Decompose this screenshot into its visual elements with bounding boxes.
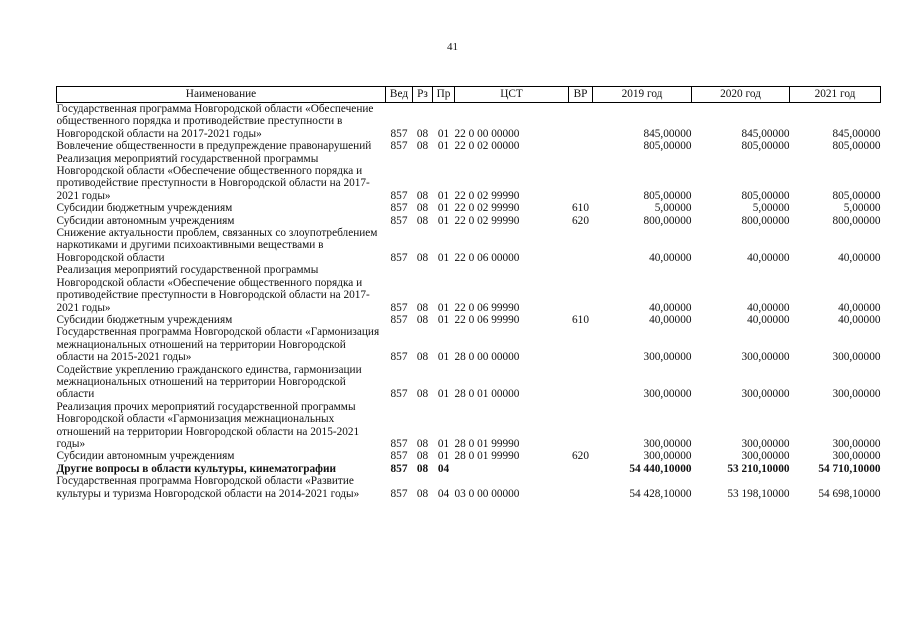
cell-rz: 08: [416, 313, 429, 326]
cell-ved: 857: [390, 437, 408, 450]
table-row: [57, 450, 881, 462]
cell-name: Реализация мероприятий государственной программы Новгородской области «Обеспечение общественного порядка и противодействие преступности в Новгородской области на 2017-2021 годы»: [56, 152, 370, 202]
cell-vr: [569, 264, 593, 314]
table-row: [57, 364, 881, 401]
cell-ved: 857: [390, 251, 408, 264]
cell-rz: 08: [416, 450, 429, 463]
cell-cst: 22 0 02 99990: [454, 189, 520, 202]
cell-name: Содействие укреплению гражданского единства, гармонизации межнациональных отношений на территории Новгородской области: [56, 363, 362, 401]
cell-2021: 54 698,10000: [818, 487, 881, 500]
cell-ved: 857: [390, 127, 408, 140]
cell-rz: 08: [416, 351, 429, 364]
table-row: [57, 463, 881, 475]
cell-2019: 300,00000: [643, 351, 692, 364]
header-cst: ЦСТ: [455, 87, 569, 103]
cell-cst: 22 0 02 99990: [454, 214, 520, 227]
cell-2019: 40,00000: [649, 301, 692, 314]
cell-vr: [569, 227, 593, 264]
table-row: [57, 227, 881, 264]
cell-2019: 845,00000: [643, 127, 692, 140]
cell-pr: 01: [437, 450, 450, 463]
cell-2020: 805,00000: [741, 189, 790, 202]
cell-pr: 01: [437, 313, 450, 326]
table-row: [57, 475, 881, 500]
cell-2021: 40,00000: [838, 251, 881, 264]
cell-ved: 857: [390, 140, 408, 153]
cell-pr: 04: [437, 487, 450, 500]
cell-2021: 805,00000: [832, 189, 881, 202]
cell-cst: 22 0 06 99990: [454, 313, 520, 326]
cell-rz: 08: [416, 462, 429, 475]
table-row: [57, 140, 881, 152]
table-row: [57, 215, 881, 227]
table-row: [57, 314, 881, 326]
cell-2020: 5,00000: [752, 202, 790, 215]
cell-cst: 22 0 06 99990: [454, 301, 520, 314]
cell-name: Субсидии автономным учреждениям: [56, 214, 235, 227]
cell-cst: 28 0 01 99990: [454, 450, 520, 463]
header-ved: Вед: [386, 87, 413, 103]
cell-name: Субсидии бюджетным учреждениям: [56, 202, 233, 215]
cell-ved: 857: [390, 462, 408, 475]
cell-vr: [569, 103, 593, 141]
cell-2021: 40,00000: [838, 301, 881, 314]
cell-cst: [455, 463, 569, 475]
cell-vr: [569, 475, 593, 500]
cell-ved: 857: [390, 487, 408, 500]
table-row: [57, 153, 881, 203]
cell-2021: 5,00000: [843, 202, 881, 215]
table-row: [57, 326, 881, 363]
cell-rz: 08: [416, 388, 429, 401]
cell-2020: 300,00000: [741, 450, 790, 463]
cell-2020: 805,00000: [741, 140, 790, 153]
header-pr: Пр: [433, 87, 455, 103]
cell-pr: 04: [437, 462, 450, 475]
cell-2019: 54 440,10000: [629, 462, 692, 475]
cell-2020: 300,00000: [741, 388, 790, 401]
cell-name: Реализация прочих мероприятий государственной программы Новгородской области «Гармонизация межнациональных отношений на территории Новгородской области на 2015-2021 годы»: [56, 400, 360, 450]
cell-ved: 857: [390, 301, 408, 314]
cell-cst: 28 0 00 00000: [454, 351, 520, 364]
cell-2019: 800,00000: [643, 214, 692, 227]
cell-rz: 08: [416, 140, 429, 153]
cell-vr: 620: [572, 450, 589, 463]
cell-2021: 800,00000: [832, 214, 881, 227]
cell-pr: 01: [437, 351, 450, 364]
cell-rz: 08: [416, 202, 429, 215]
cell-ved: 857: [390, 189, 408, 202]
cell-vr: [569, 326, 593, 363]
cell-rz: 08: [416, 127, 429, 140]
cell-pr: 01: [437, 437, 450, 450]
table-row: [57, 202, 881, 214]
table-body: [57, 103, 881, 501]
cell-vr: [569, 153, 593, 203]
cell-2021: 54 710,10000: [818, 462, 881, 475]
cell-rz: 08: [416, 301, 429, 314]
cell-2021: 300,00000: [832, 450, 881, 463]
cell-cst: 22 0 00 00000: [454, 127, 520, 140]
cell-ved: 857: [390, 214, 408, 227]
cell-2019: 54 428,10000: [629, 487, 692, 500]
cell-2019: 300,00000: [643, 450, 692, 463]
budget-table: [56, 86, 881, 500]
cell-vr: 620: [572, 214, 589, 227]
cell-2020: 40,00000: [747, 251, 790, 264]
header-name: Наименование: [57, 87, 386, 103]
cell-2019: 300,00000: [643, 437, 692, 450]
table-header-row: [57, 87, 881, 103]
cell-ved: 857: [390, 450, 408, 463]
header-rz: Рз: [413, 87, 433, 103]
cell-2021: 300,00000: [832, 437, 881, 450]
cell-2019: 40,00000: [649, 251, 692, 264]
cell-2020: 40,00000: [747, 301, 790, 314]
cell-2019: 805,00000: [643, 140, 692, 153]
cell-2020: 845,00000: [741, 127, 790, 140]
cell-2020: 53 210,10000: [727, 462, 790, 475]
cell-pr: 01: [437, 140, 450, 153]
cell-name: Реализация мероприятий государственной программы Новгородской области «Обеспечение общественного порядка и противодействие преступности в Новгородской области на 2017-2021 годы»: [56, 264, 370, 314]
cell-pr: 01: [437, 202, 450, 215]
page-number: 41: [447, 41, 458, 53]
cell-rz: 08: [416, 487, 429, 500]
cell-pr: 01: [437, 251, 450, 264]
cell-vr: 610: [572, 313, 589, 326]
cell-ved: 857: [390, 313, 408, 326]
cell-2019: 300,00000: [643, 388, 692, 401]
cell-ved: 857: [390, 351, 408, 364]
cell-cst: 28 0 01 00000: [454, 388, 520, 401]
cell-pr: 01: [437, 127, 450, 140]
cell-name: Государственная программа Новгородской области «Развитие культуры и туризма Новгородской области на 2014-2021 годы»: [56, 475, 360, 500]
cell-2019: 805,00000: [643, 189, 692, 202]
cell-vr: [569, 364, 593, 401]
cell-pr: 01: [437, 301, 450, 314]
cell-2019: 5,00000: [654, 202, 692, 215]
cell-name: Другие вопросы в области культуры, кинематографии: [56, 462, 336, 475]
cell-2020: 40,00000: [747, 313, 790, 326]
header-vr: ВР: [569, 87, 593, 103]
cell-cst: 03 0 00 00000: [454, 487, 520, 500]
header-2019: 2019 год: [593, 87, 692, 103]
cell-pr: 01: [437, 189, 450, 202]
header-2021: 2021 год: [790, 87, 881, 103]
cell-rz: 08: [416, 437, 429, 450]
header-2020: 2020 год: [692, 87, 790, 103]
cell-name: Вовлечение общественности в предупреждение правонарушений: [56, 140, 372, 153]
cell-pr: 01: [437, 388, 450, 401]
cell-2020: 300,00000: [741, 437, 790, 450]
cell-ved: 857: [390, 388, 408, 401]
cell-2019: 40,00000: [649, 313, 692, 326]
cell-name: Государственная программа Новгородской области «Гармонизация межнациональных отношений на территории Новгородской области на 2015-2021 годы»: [56, 326, 380, 364]
cell-2020: 300,00000: [741, 351, 790, 364]
cell-name: Субсидии бюджетным учреждениям: [56, 313, 233, 326]
cell-2020: 800,00000: [741, 214, 790, 227]
cell-2021: 845,00000: [832, 127, 881, 140]
cell-name: Субсидии автономным учреждениям: [56, 450, 235, 463]
cell-2021: 300,00000: [832, 351, 881, 364]
cell-2021: 40,00000: [838, 313, 881, 326]
cell-rz: 08: [416, 214, 429, 227]
cell-rz: 08: [416, 251, 429, 264]
cell-cst: 22 0 02 99990: [454, 202, 520, 215]
cell-2021: 300,00000: [832, 388, 881, 401]
cell-cst: 22 0 02 00000: [454, 140, 520, 153]
cell-name: Государственная программа Новгородской области «Обеспечение общественного порядка и противодействие преступности в Новгородской области на 2017-2021 годы»: [56, 103, 374, 140]
cell-ved: 857: [390, 202, 408, 215]
cell-vr: [569, 401, 593, 451]
table-row: [57, 103, 881, 141]
cell-rz: 08: [416, 189, 429, 202]
table-row: [57, 264, 881, 314]
cell-vr: [569, 463, 593, 475]
cell-vr: 610: [572, 202, 589, 215]
cell-cst: 28 0 01 99990: [454, 437, 520, 450]
cell-pr: 01: [437, 214, 450, 227]
cell-cst: 22 0 06 00000: [454, 251, 520, 264]
cell-vr: [569, 140, 593, 152]
cell-2020: 53 198,10000: [727, 487, 790, 500]
cell-2021: 805,00000: [832, 140, 881, 153]
cell-name: Снижение актуальности проблем, связанных со злоупотреблением наркотиками и другими психоактивными веществами в Новгородской области: [56, 227, 378, 264]
table-row: [57, 401, 881, 451]
